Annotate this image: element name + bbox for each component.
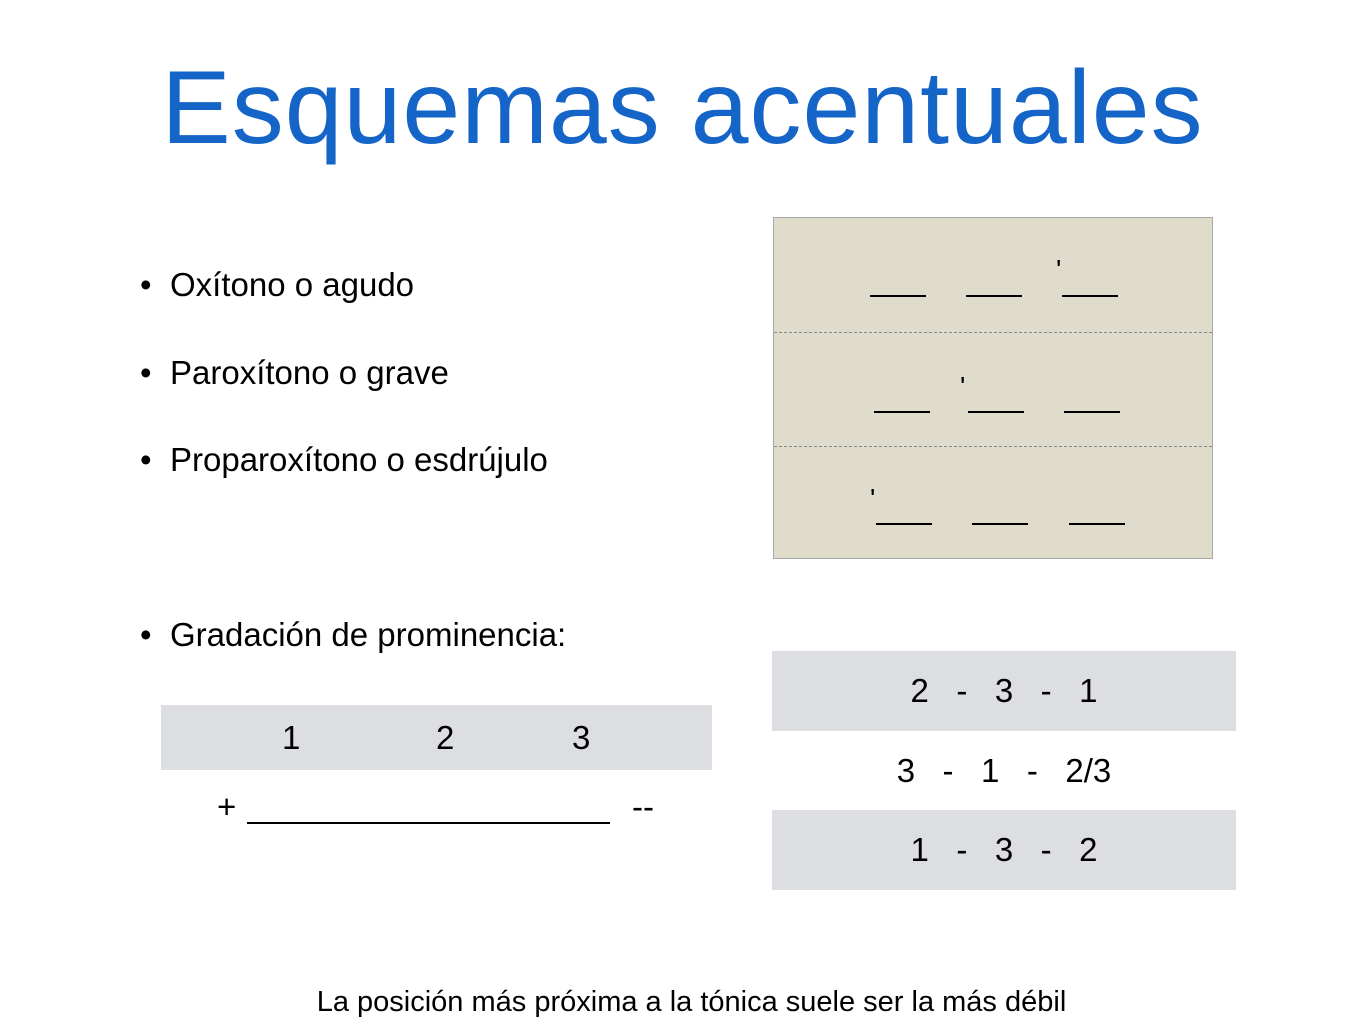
pattern-row: 3 - 1 - 2/3 (896, 752, 1112, 789)
syllable-slot (966, 295, 1022, 297)
prominence-cell: 3 (572, 719, 591, 756)
page-title: Esquemas acentuales (161, 50, 1204, 166)
bullet-marker: • (140, 354, 152, 391)
stress-row-paroxitono (774, 332, 1212, 447)
prominence-cell: 2 (436, 719, 455, 756)
bullet-marker: • (140, 616, 152, 653)
bullet-marker: • (140, 266, 152, 303)
bullet-marker: • (140, 441, 152, 478)
stress-row-proparoxitono (774, 446, 1212, 561)
prominence-scale-line (247, 822, 610, 824)
bullet-text: Proparoxítono o esdrújulo (170, 441, 548, 478)
stress-pattern-table (773, 217, 1213, 559)
bullet-text: Oxítono o agudo (170, 266, 415, 303)
syllable-slot (1069, 523, 1125, 525)
bullet-text: Gradación de prominencia: (170, 616, 567, 653)
accent-mark: ' (870, 483, 876, 514)
prominence-scale-plus: + (217, 788, 237, 825)
syllable-slot (874, 411, 930, 413)
syllable-slot (972, 523, 1028, 525)
bullet-proparoxitono (140, 440, 548, 480)
syllable-slot (876, 523, 932, 525)
syllable-slot (1064, 411, 1120, 413)
prominence-cell: 1 (282, 719, 301, 756)
accent-mark: ' (1056, 254, 1062, 285)
syllable-slot (968, 411, 1024, 413)
footer-note: La posición más próxima a la tónica suele ser la más débil (316, 986, 1067, 1018)
pattern-row: 2 - 3 - 1 (772, 651, 1236, 731)
bullet-gradacion (140, 615, 566, 655)
bullet-paroxitono (140, 353, 449, 393)
pattern-row: 1 - 3 - 2 (772, 810, 1236, 890)
syllable-slot (870, 295, 926, 297)
syllable-slot (1062, 295, 1118, 297)
accent-mark: ' (960, 371, 966, 402)
bullet-list (140, 0, 740, 700)
prominence-table (161, 705, 712, 770)
bullet-oxitono (140, 265, 414, 305)
prominence-scale-minus: -- (632, 788, 654, 825)
prominence-pattern-table (772, 651, 1236, 890)
bullet-text: Paroxítono o grave (170, 354, 449, 391)
stress-row-oxitono (774, 218, 1212, 332)
